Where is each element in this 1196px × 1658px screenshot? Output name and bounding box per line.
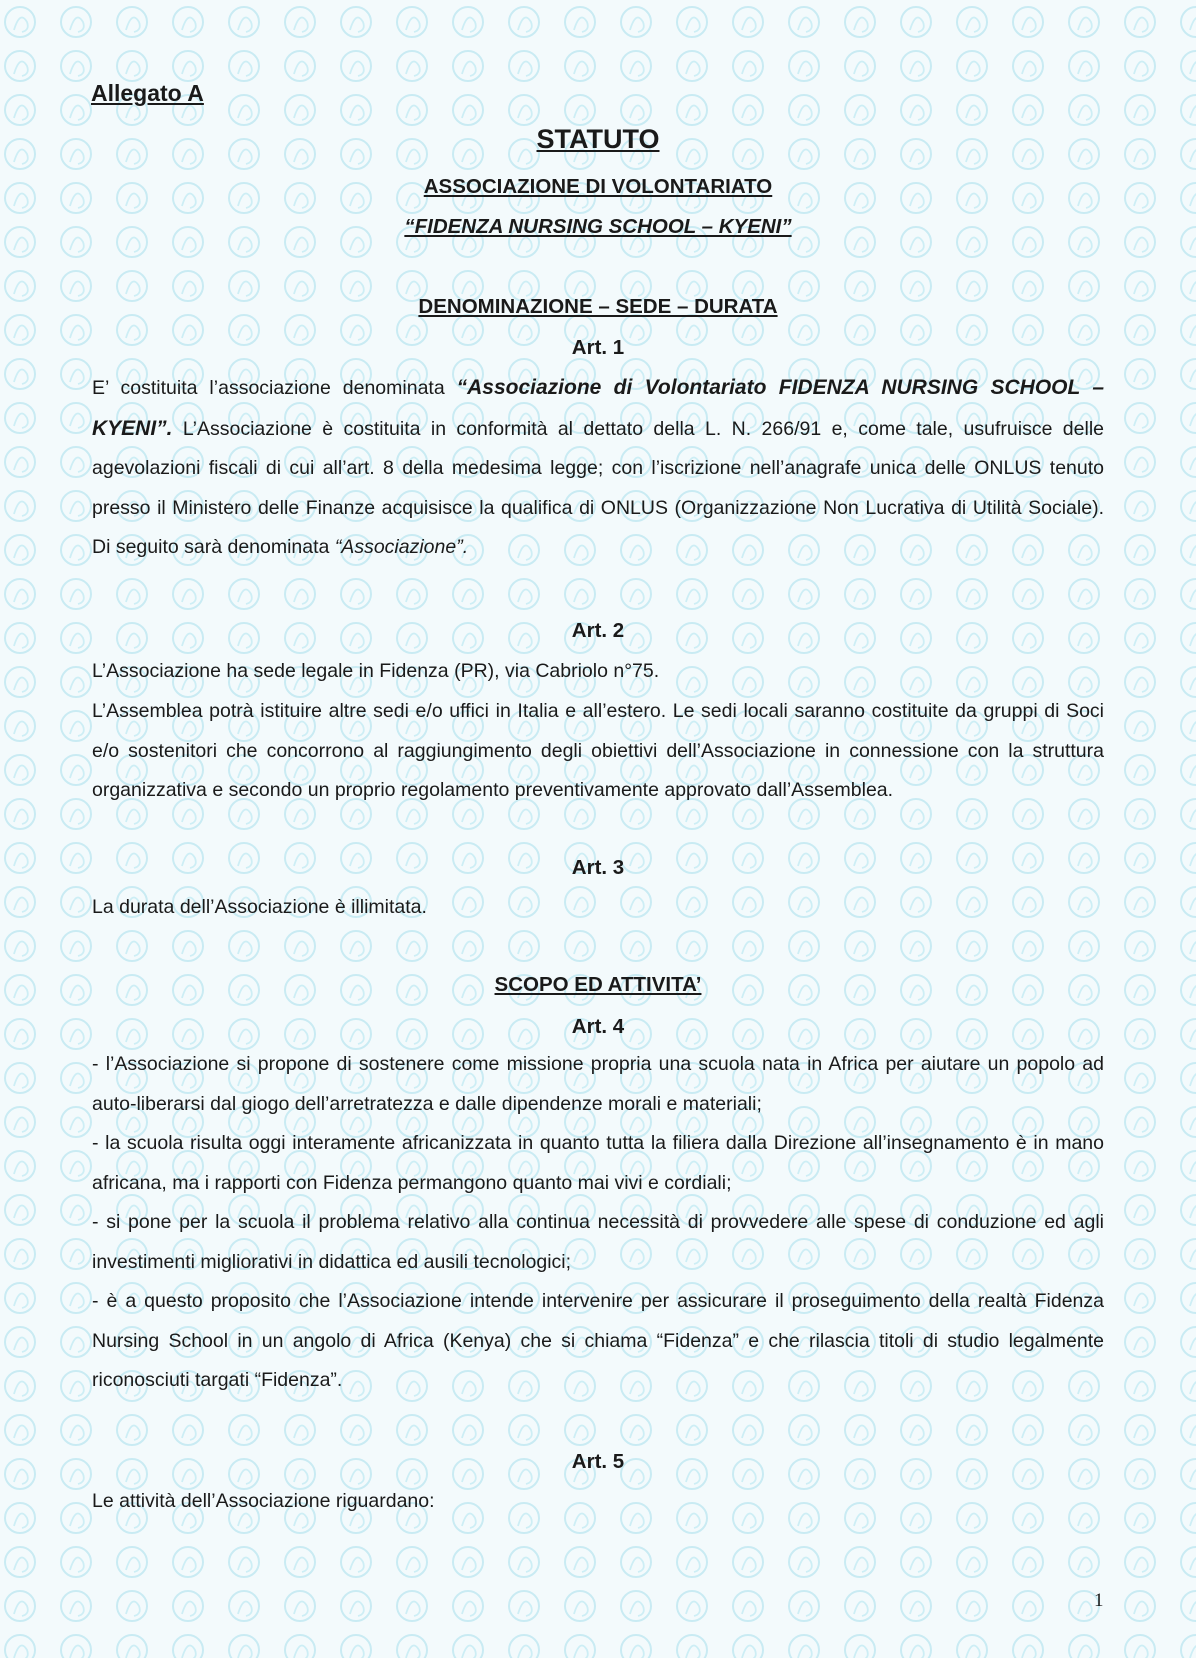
- document-title: STATUTO: [536, 124, 660, 154]
- art-5-label: Art. 5: [571, 1450, 625, 1473]
- art-4-item: - è a questo proposito che l’Associazione intende intervenire per assicurare il proseguimento della realtà Fidenza Nursing School in un angolo di Africa (Kenya) che si chiama “Fidenza” e che rilascia titoli di studio legalmente riconosciuti targati “Fidenza”.: [92, 1290, 1104, 1391]
- section-heading-scopo: SCOPO ED ATTIVITA’: [494, 973, 702, 996]
- art-1-label: Art. 1: [571, 336, 625, 359]
- art-1-short-name: “Associazione”.: [334, 536, 469, 558]
- art-3-paragraph: La durata dell’Associazione è illimitata.: [92, 896, 427, 918]
- art-2-sede-line: L’Associazione ha sede legale in Fidenza (PR), via Cabriolo n°75.: [92, 660, 660, 682]
- association-name-heading: “FIDENZA NURSING SCHOOL – KYENI”: [404, 215, 792, 238]
- art-4-item: - l’Associazione si propone di sostenere come missione propria una scuola nata in Africa per aiutare un popolo ad auto-liberarsi dal giogo dell’arretratezza e dalle dipendenze morali e materiali;: [92, 1053, 1104, 1115]
- art-1-paragraph: [92, 368, 1104, 568]
- section-heading-denominazione: DENOMINAZIONE – SEDE – DURATA: [418, 295, 778, 318]
- art-4-item: - si pone per la scuola il problema relativo alla continua necessità di provvedere alle spese di conduzione ed agli investimenti migliorativi in didattica ed ausili tecnologici;: [92, 1211, 1104, 1273]
- art-5-paragraph: Le attività dell’Associazione riguardano:: [92, 1490, 435, 1512]
- art-4-list: [92, 1045, 1104, 1401]
- art-2-paragraph: L’Assemblea potrà istituire altre sedi e/o uffici in Italia e all’estero. Le sedi locali saranno costituite da gruppi di Soci e/o sostenitori che concorrono al raggiungimento degli obiettivi dell’Associazione in connessione con la struttura organizzativa e secondo un proprio regolamento preventivamente approvato dall’Assemblea.: [92, 700, 1104, 801]
- art-3-label: Art. 3: [571, 856, 625, 879]
- association-type-heading: ASSOCIAZIONE DI VOLONTARIATO: [423, 175, 773, 198]
- page-number: 1: [1094, 1590, 1104, 1611]
- art-2-label: Art. 2: [571, 619, 625, 642]
- art-1-intro: E’ costituita l’associazione denominata: [92, 377, 457, 399]
- art-4-label: Art. 4: [571, 1015, 625, 1038]
- art-4-item: - la scuola risulta oggi interamente africanizzata in quanto tutta la filiera dalla Direzione all’insegnamento è in mano africana, ma i rapporti con Fidenza permangono quanto mai vivi e cordiali;: [92, 1132, 1104, 1194]
- art-1-body: L’Associazione è costituita in conformità al dettato della L. N. 266/91 e, come tale, usufruisce delle agevolazioni fiscali di cui all’art. 8 della medesima legge; con l’iscrizione nell’anagrafe unica delle ONLUS tenuto presso il Ministero delle Finanze acquisisce la qualifica di ONLUS (Organizzazione Non Lucrativa di Utilità Sociale). Di seguito sarà denominata: [92, 417, 1104, 558]
- allegato-label: Allegato A: [91, 80, 204, 106]
- art-1-association-name: “Associazione di Volontariato FIDENZA NURSING SCHOOL – KYENI”.: [92, 376, 1104, 440]
